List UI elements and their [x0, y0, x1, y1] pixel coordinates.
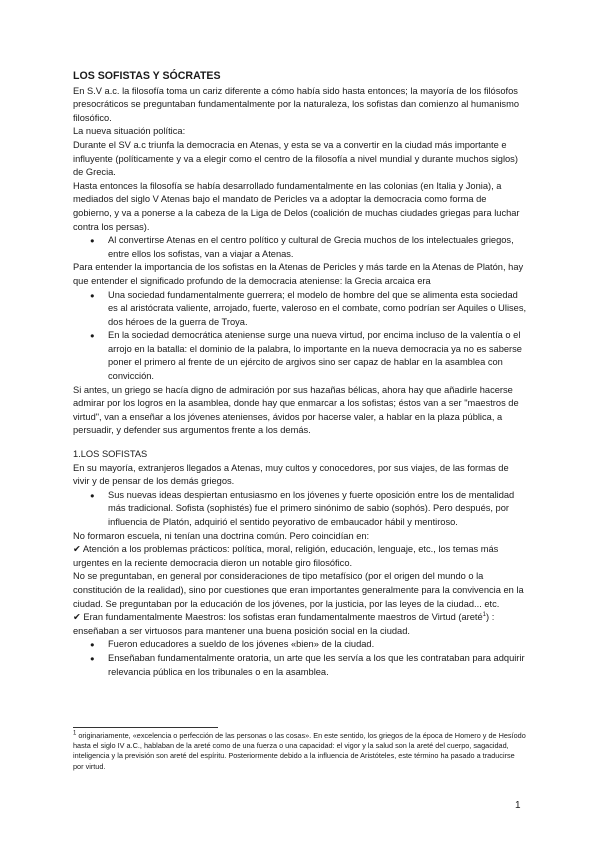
footnote — [73, 731, 527, 772]
section-heading-sofistas: 1.LOS SOFISTAS — [73, 449, 148, 460]
intro-paragraph: En S.V a.c. la filosofía toma un cariz diferente a cómo había sido hasta entonces; la mayoría de los filósofos presocráticos se preguntaban fundamentalmente por la naturaleza, los sofistas dan comienzo al humanismo filosófico. — [73, 85, 519, 123]
list-item: ● Fueron educadores a sueldo de los jóvenes «bien» de la ciudad. — [73, 638, 527, 652]
list-item: ● Sus nuevas ideas despiertan entusiasmo en los jóvenes y fuerte oposición entre los de mentalidad más tradicional. Sofista (sophistés) fue el primero sinónimo de sabio (sophós). Pero después, por influencia de Platón, adquirió el sentido peyorativo de embaucador hábil y mentiroso. — [73, 489, 527, 530]
list-item: ● Una sociedad fundamentalmente guerrera; el modelo de hombre del que se alimenta esta sociedad es al aristócrata valiente, arrojado, fuerte, valeroso en el combate, como podrían ser Aquiles o Ulises, dos héroes de la guerra de Troya. — [73, 289, 527, 330]
bullet-list-1 — [73, 234, 527, 261]
list-item: ● En la sociedad democrática ateniense surge una nueva virtud, por encima incluso de la valentía o el arrojo en la batalla: el dominio de la palabra, lo importante en la nueva democracia ya no es saberse poner el primero al frente de un ejército de argivos sino ser capaz de hablar en la asamblea con convicción. — [73, 329, 527, 383]
paragraph-no-formaron: No formaron escuela, ni tenían una doctrina común. Pero coincidían en: — [73, 530, 370, 541]
paragraph-atencion: ✔ Atención a los problemas prácticos: política, moral, religión, educación, lenguaje, etc., los temas más urgentes en la reciente democracia dieron un notable giro filosófico. — [73, 544, 499, 568]
maestros-text-a: ✔ Eran fundamentalmente Maestros: los sofistas eran fundamentalmente maestros de Virtud (areté — [73, 612, 483, 623]
paragraph-democracia: Durante el SV a.c triunfa la democracia en Atenas, y esta se va a convertir en la ciudad más importante e influyente (políticamente y va a elegir como el centro de la filosofía a nivel mundial y durante muchos siglos) de Grecia. — [73, 139, 518, 178]
footnote-mark: 1 — [73, 730, 77, 737]
paragraph-extranjeros: En su mayoría, extranjeros llegados a Atenas, muy cultos y conocedores, por sus viajes, de las formas de vivir y de pensar de los demás griegos. — [73, 462, 509, 487]
list-item: ● Al convertirse Atenas en el centro político y cultural de Grecia muchos de los intelectuales griegos, entre ellos los sofistas, van a viajar a Atenas. — [73, 234, 527, 261]
paragraph-si-antes: Si antes, un griego se hacía digno de admiración por sus hazañas bélicas, ahora hay que añadirle hacerse admirar por los logros en la asamblea, donde hay que enmarcar a los sofistas; éstos van a ser "maestros de virtud", van a enseñar a los jóvenes atenienses, ávidos por hacerse valer, a hablar en la plaza pública, a persuadir, y defender sus argumentos frente a los demás. — [73, 384, 519, 436]
paragraph-no-se-preguntaban: No se preguntaban, en general por consideraciones de tipo metafísico (por el origen del mundo o la constitución de la realidad), sino por cuestiones que eran importantes generalmente para la convivencia en la ciudad. Se preguntaban por la educación de los jóvenes, por la justicia, por las leyes de la ciudad... etc. — [73, 571, 524, 609]
page-number: 1 — [515, 800, 521, 811]
footnote-text: originariamente, «excelencia o perfección de las personas o las cosas». En este sentido, los griegos de la época de Homero y de Hesíodo hasta el siglo IV a.C., hablaban de la areté como de una fuerza o una capacidad: el vigor y la salud son la areté del cuerpo, sagacidad, inteligencia y la previsión son areté del espíritu. Posteriormente debido a la influencia de Aristóteles, este término ha pasado a traducirse por virtud. — [73, 731, 526, 771]
subheading-politica: La nueva situación política: — [73, 126, 186, 137]
document-title: LOS SOFISTAS Y SÓCRATES — [73, 70, 221, 82]
paragraph-maestros — [73, 611, 527, 638]
bullet-list-3 — [73, 489, 527, 530]
footnote-divider — [73, 727, 218, 728]
paragraph-entender: Para entender la importancia de los sofistas en la Atenas de Pericles y más tarde en la Atenas de Platón, hay que entender el significado profundo de la democracia ateniense: la Grecia arcaica era — [73, 262, 524, 286]
list-item: ● Enseñaban fundamentalmente oratoria, un arte que les servía a los que les contrataban para adquirir relevancia pública en los tribunales o en la asamblea. — [73, 652, 527, 679]
footnote-reference[interactable]: 1 — [482, 612, 487, 619]
maestros-text-b: ) : enseñaban a ser virtuosos para mantener una buena posición social en la ciudad. — [73, 612, 495, 636]
bullet-list-2 — [73, 289, 527, 384]
document-body — [73, 70, 527, 679]
paragraph-colonias: Hasta entonces la filosofía se había desarrollado fundamentalmente en las colonias (en Italia y Jonia), a mediados del siglo V Atenas bajo el mandato de Pericles va a adoptar la democracia como forma de gobierno, y va a ponerse a la cabeza de la Liga de Delos (coalición de muchas ciudades griegas para luchar contra los persas). — [73, 180, 520, 232]
bullet-list-4 — [73, 638, 527, 679]
